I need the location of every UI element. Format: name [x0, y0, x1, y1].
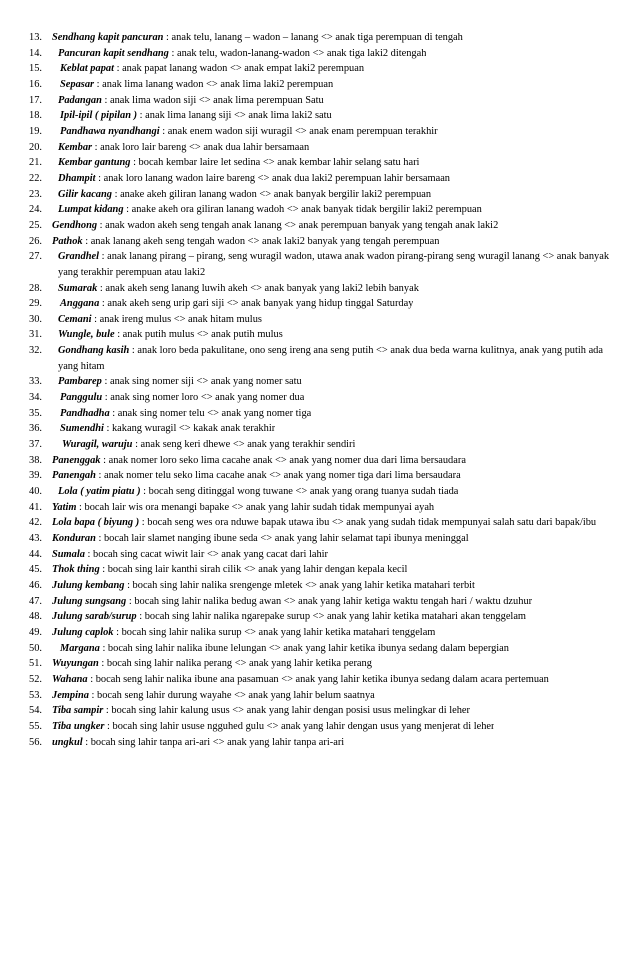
list-item-content — [52, 77, 333, 93]
list-item-number: 46. — [29, 579, 42, 591]
list-item-content — [52, 625, 435, 641]
list-item-content — [52, 218, 498, 234]
list-item-number: 26. — [29, 235, 42, 247]
list-item-number: 13. — [29, 32, 42, 43]
list-item-term: Julung sarab/surup — [52, 611, 137, 623]
list-item-term: Anggana — [60, 298, 100, 310]
list-item-definition: : bocah sing lair kanthi sirah cilik <> anak yang lahir dengan kepala kecil — [99, 564, 408, 576]
list-item-term: Pambarep — [58, 376, 102, 388]
list-item-definition: : bocah kembar laire let sedina <> anak kembar lahir selang satu hari — [130, 157, 420, 169]
list-item-definition: : kakang wuragil <> kakak anak terakhir — [103, 423, 276, 435]
list-item-term: Dhampit — [58, 172, 96, 184]
list-item-term: Sendhang kapit pancuran — [52, 32, 164, 43]
list-item-term: Margana — [60, 642, 100, 654]
list-item-term: Gendhong — [52, 219, 98, 231]
list-item-term: Julung caplok — [52, 626, 114, 638]
list-item-definition: : bocah sing lahir tanpa ari-ari <> anak yang lahir tanpa ari-ari — [82, 736, 345, 748]
list-item-definition: : anak lanang pirang – pirang, seng wuragil wadon, utawa anak wadon pirang-pirang seng wuragil lanang <> anak banyak yang terakhir perempuan atau laki2 — [58, 251, 610, 278]
list-item-definition: : anak sing nomer loro <> anak yang nomer dua — [102, 392, 305, 404]
list-item-content — [52, 468, 461, 484]
list-item-number: 48. — [29, 611, 42, 623]
list-item-number: 17. — [29, 94, 42, 106]
list-item — [29, 108, 619, 124]
list-item — [29, 93, 619, 109]
list-item-number: 19. — [29, 125, 42, 137]
list-item — [29, 374, 619, 390]
list-item-number: 47. — [29, 595, 42, 607]
list-item-number: 22. — [29, 172, 42, 184]
list-item-content — [52, 500, 434, 516]
list-item-content — [52, 187, 431, 203]
list-item-content — [52, 406, 311, 422]
list-item-term: Wuyungan — [52, 658, 99, 670]
list-item-content — [52, 202, 482, 218]
list-item — [29, 578, 619, 594]
list-item-term: Sepasar — [60, 78, 95, 90]
list-item-term: Lola ( yatim piatu ) — [58, 486, 141, 498]
list-item-content — [52, 93, 324, 109]
list-item-definition: : anake akeh giliran lanang wadon <> anak banyak bergilir laki2 perempuan — [111, 188, 432, 200]
list-item-definition: : anak telu, wadon-lanang-wadon <> anak tiga laki2 ditengah — [168, 47, 427, 59]
list-item-content — [52, 515, 596, 531]
list-item-term: Sumala — [52, 548, 85, 560]
list-item-content — [52, 719, 494, 735]
list-item-term: Tiba sampir — [52, 705, 104, 717]
list-item-term: Julung kembang — [52, 579, 125, 591]
list-item-number: 33. — [29, 376, 42, 388]
list-item-term: Grandhel — [58, 251, 99, 263]
list-item-content — [52, 249, 619, 280]
list-item-number: 14. — [29, 47, 42, 59]
list-item — [29, 171, 619, 187]
list-item-content — [52, 547, 328, 563]
list-item — [29, 625, 619, 641]
list-item — [29, 218, 619, 234]
list-item — [29, 421, 619, 437]
list-item-term: Cemani — [58, 313, 92, 325]
list-item-term: Jempina — [52, 689, 89, 701]
list-item-definition: : anak papat lanang wadon <> anak empat laki2 perempuan — [113, 63, 365, 75]
numbered-list — [29, 30, 619, 750]
list-item-term: Padangan — [58, 94, 102, 106]
list-item — [29, 688, 619, 704]
list-item-definition: : anak loro lanang wadon laire bareng <> anak dua laki2 perempuan lahir bersamaan — [95, 172, 450, 184]
list-item — [29, 562, 619, 578]
list-item-term: Wungle, bule — [58, 329, 115, 341]
list-item-definition: : bocah sing lahir kalung usus <> anak yang lahir dengan posisi usus melingkar di leher — [103, 705, 470, 717]
list-item-number: 49. — [29, 626, 42, 638]
list-item — [29, 672, 619, 688]
list-item-definition: : bocah sing lahir nalika perang <> anak yang lahir ketika perang — [98, 658, 372, 670]
list-item-definition: : anak lima lanang wadon <> anak lima laki2 perempuan — [94, 78, 334, 90]
list-item-term: Pathok — [52, 235, 83, 247]
list-item — [29, 735, 619, 751]
list-item — [29, 234, 619, 250]
list-item — [29, 296, 619, 312]
list-item-term: Kembar gantung — [58, 157, 131, 169]
list-item-term: Sumarak — [58, 282, 98, 294]
list-item — [29, 77, 619, 93]
list-item-content — [52, 421, 275, 437]
list-item-number: 56. — [29, 736, 42, 748]
list-item-definition: : anake akeh ora giliran lanang wadoh <> anak banyak tidak bergilir laki2 perempuan — [123, 204, 482, 216]
list-item-number: 41. — [29, 501, 42, 513]
list-item — [29, 406, 619, 422]
list-item-term: Sumendhi — [60, 423, 104, 435]
list-item — [29, 609, 619, 625]
list-item — [29, 453, 619, 469]
list-item-number: 34. — [29, 392, 42, 404]
list-item-definition: : anak nomer loro seko lima cacahe anak <> anak yang nomer dua dari lima bersaudara — [100, 454, 466, 466]
list-item-number: 54. — [29, 705, 42, 717]
list-item-definition: : anak loro beda pakulitane, ono seng ireng ana seng putih <> anak dua beda warna kulitnya, anak yang putih ada yang hitam — [58, 345, 603, 372]
list-item-content — [52, 327, 283, 343]
list-item-number: 55. — [29, 720, 42, 732]
list-item-number: 50. — [29, 642, 42, 654]
list-item-definition: : bocah sing cacat wiwit lair <> anak yang cacat dari lahir — [84, 548, 329, 560]
list-item-number: 29. — [29, 298, 42, 310]
list-item-term: Gilir kacang — [58, 188, 112, 200]
list-item — [29, 547, 619, 563]
list-item-term: Wahana — [52, 673, 88, 685]
list-item-term: Pandhadha — [60, 407, 110, 419]
list-item-number: 28. — [29, 282, 42, 294]
list-item-definition: : bocah sing lahir nalika srengenge mletek <> anak yang lahir ketika matahari terbit — [124, 579, 475, 591]
list-item — [29, 281, 619, 297]
list-item-term: ungkul — [52, 736, 83, 748]
list-item-number: 43. — [29, 533, 42, 544]
list-item-content — [52, 343, 619, 374]
list-item-content — [52, 609, 526, 625]
list-item-definition: : bocah sing lahir nalika bedug awan <> anak yang lahir ketiga waktu tengah hari / waktu dzuhur — [126, 595, 533, 607]
list-item-number: 40. — [29, 486, 42, 498]
list-item — [29, 46, 619, 62]
list-item — [29, 187, 619, 203]
list-item-definition: : anak lima wadon siji <> anak lima perempuan Satu — [101, 94, 324, 106]
list-item-term: Panengah — [52, 470, 96, 482]
list-item — [29, 484, 619, 500]
list-item-number: 37. — [29, 439, 42, 451]
list-item — [29, 719, 619, 735]
list-item-content — [52, 390, 304, 406]
list-item-content — [52, 374, 302, 390]
list-item — [29, 531, 619, 547]
list-item-definition: : bocah sing lahir nalika ngarepake surup <> anak yang lahir ketika matahari akan tenggelam — [136, 611, 527, 623]
list-item-definition: : anak lanang akeh seng tengah wadon <> anak laki2 banyak yang tengah perempuan — [82, 235, 440, 247]
list-item — [29, 30, 619, 46]
list-item-number: 31. — [29, 329, 42, 341]
list-item-term: Panggulu — [60, 392, 103, 404]
list-item-number: 53. — [29, 689, 42, 701]
list-item — [29, 656, 619, 672]
list-item-definition: : bocah seng ditinggal wong tuwane <> anak yang orang tuanya sudah tiada — [140, 486, 459, 498]
list-item — [29, 124, 619, 140]
list-item-term: Kembar — [58, 141, 93, 153]
list-item-content — [52, 296, 413, 312]
list-item — [29, 202, 619, 218]
list-item-term: Gondhang kasih — [58, 345, 130, 357]
list-item — [29, 594, 619, 610]
list-item-content — [52, 672, 549, 688]
list-item — [29, 468, 619, 484]
list-item-content — [52, 531, 469, 547]
list-item — [29, 140, 619, 156]
list-item-term: Ipil-ipil ( pipilan ) — [60, 110, 138, 122]
list-item-definition: : bocah seng wes ora nduwe bapak utawa ibu <> anak yang sudah tidak mempunyai salah satu dari bapak/ibu — [139, 517, 597, 529]
list-item-number: 42. — [29, 517, 42, 529]
list-item — [29, 500, 619, 516]
list-item-definition: : anak sing nomer telu <> anak yang nomer tiga — [109, 407, 312, 419]
list-item-content — [52, 46, 426, 62]
list-item-term: Julung sungsang — [52, 595, 127, 607]
list-item-definition: : anak akeh seng lanang luwih akeh <> anak banyak yang laki2 lebih banyak — [97, 282, 419, 294]
list-item-definition: : anak telu, lanang – wadon – lanang <> anak tiga perempuan di tengah — [163, 32, 463, 43]
list-item-definition: : anak enem wadon siji wuragil <> anak enam perempuan terakhir — [159, 125, 438, 137]
list-item-definition: : bocah sing lahir ususe ngguhed gulu <> anak yang lahir dengan usus yang menjerat di leher — [104, 720, 495, 732]
list-item-content — [52, 281, 419, 297]
list-item — [29, 61, 619, 77]
list-item-term: Konduran — [52, 533, 96, 544]
list-item-term: Pandhawa nyandhangi — [60, 125, 160, 137]
list-item-definition: : bocah sing lahir nalika ibune lelungan <> anak yang lahir ketika ibunya sedang dalam bepergian — [99, 642, 509, 654]
list-item — [29, 641, 619, 657]
list-item-definition: : bocah lair slamet nanging ibune seda <> anak yang lahir selamat tapi ibunya meninggal — [95, 533, 469, 544]
list-item — [29, 437, 619, 453]
list-item — [29, 343, 619, 374]
list-item-content — [52, 688, 375, 704]
list-item-content — [52, 641, 509, 657]
list-item-term: Tiba ungker — [52, 720, 105, 732]
list-item-term: Lola bapa ( biyung ) — [52, 517, 140, 529]
list-item-number: 15. — [29, 63, 42, 75]
list-item-content — [52, 562, 407, 578]
list-item-content — [52, 453, 466, 469]
list-item-term: Yatim — [52, 501, 77, 513]
list-item-term: Lumpat kidang — [58, 204, 124, 216]
list-item-definition: : anak ireng mulus <> anak hitam mulus — [91, 313, 262, 325]
list-item-content — [52, 61, 364, 77]
list-item — [29, 515, 619, 531]
list-item-content — [52, 703, 470, 719]
list-item-term: Wuragil, waruju — [62, 439, 133, 451]
list-item — [29, 703, 619, 719]
list-item-content — [52, 30, 463, 46]
list-item-content — [52, 656, 372, 672]
list-item-number: 23. — [29, 188, 42, 200]
list-item-content — [52, 735, 344, 751]
list-item-definition: : anak sing nomer siji <> anak yang nomer satu — [101, 376, 302, 388]
list-item — [29, 327, 619, 343]
list-item-number: 36. — [29, 423, 42, 435]
list-item-term: Thok thing — [52, 564, 100, 576]
list-item — [29, 312, 619, 328]
list-item-number: 16. — [29, 78, 42, 90]
list-item-number: 30. — [29, 313, 42, 325]
list-item-content — [52, 124, 438, 140]
list-item — [29, 249, 619, 280]
list-item-content — [52, 578, 475, 594]
list-item-number: 32. — [29, 345, 42, 357]
list-item-number: 38. — [29, 454, 42, 466]
list-item-definition: : anak loro lair bareng <> anak dua lahir bersamaan — [92, 141, 310, 153]
list-item-number: 21. — [29, 157, 42, 169]
list-item-definition: : anak nomer telu seko lima cacahe anak <> anak yang nomer tiga dari lima bersaudara — [95, 470, 461, 482]
list-item-definition: : bocah seng lahir durung wayahe <> anak yang lahir belum saatnya — [88, 689, 375, 701]
list-item-number: 51. — [29, 658, 42, 670]
list-item-number: 52. — [29, 673, 42, 685]
list-item-number: 20. — [29, 141, 42, 153]
list-item-definition: : bocah lair wis ora menangi bapake <> anak yang lahir sudah tidak mempunyai ayah — [76, 501, 435, 513]
list-item-number: 35. — [29, 407, 42, 419]
list-item-number: 45. — [29, 564, 42, 576]
list-item-content — [52, 437, 355, 453]
list-item-number: 25. — [29, 219, 42, 231]
list-item-number: 27. — [29, 251, 42, 263]
list-item-definition: : anak seng keri dhewe <> anak yang terakhir sendiri — [132, 439, 356, 451]
list-item-number: 24. — [29, 204, 42, 216]
list-item-number: 39. — [29, 470, 42, 482]
list-item-content — [52, 140, 309, 156]
list-item-definition: : anak wadon akeh seng tengah anak lanang <> anak perempuan banyak yang tengah anak laki2 — [97, 219, 499, 231]
list-item-content — [52, 312, 262, 328]
list-item-definition: : anak putih mulus <> anak putih mulus — [114, 329, 283, 341]
list-item-definition: : anak akeh seng urip gari siji <> anak banyak yang hidup tinggal Saturday — [99, 298, 414, 310]
list-item — [29, 390, 619, 406]
list-item-content — [52, 155, 419, 171]
list-item-term: Pancuran kapit sendhang — [58, 47, 169, 59]
list-item-definition: : bocah seng lahir nalika ibune ana pasamuan <> anak yang lahir ketika ibunya sedang dalam acara pertemuan — [87, 673, 549, 685]
list-item — [29, 155, 619, 171]
list-item-definition: : anak lima lanang siji <> anak lima laki2 satu — [137, 110, 332, 122]
list-item-definition: : bocah sing lahir nalika surup <> anak yang lahir ketika matahari tenggelam — [113, 626, 436, 638]
list-item-content — [52, 594, 532, 610]
list-item-term: Keblat papat — [60, 63, 114, 75]
list-item-content — [52, 484, 458, 500]
list-item-number: 18. — [29, 110, 42, 122]
list-item-term: Panenggak — [52, 454, 101, 466]
list-item-content — [52, 108, 332, 124]
list-item-content — [52, 234, 439, 250]
list-item-number: 44. — [29, 548, 42, 560]
list-item-content — [52, 171, 450, 187]
